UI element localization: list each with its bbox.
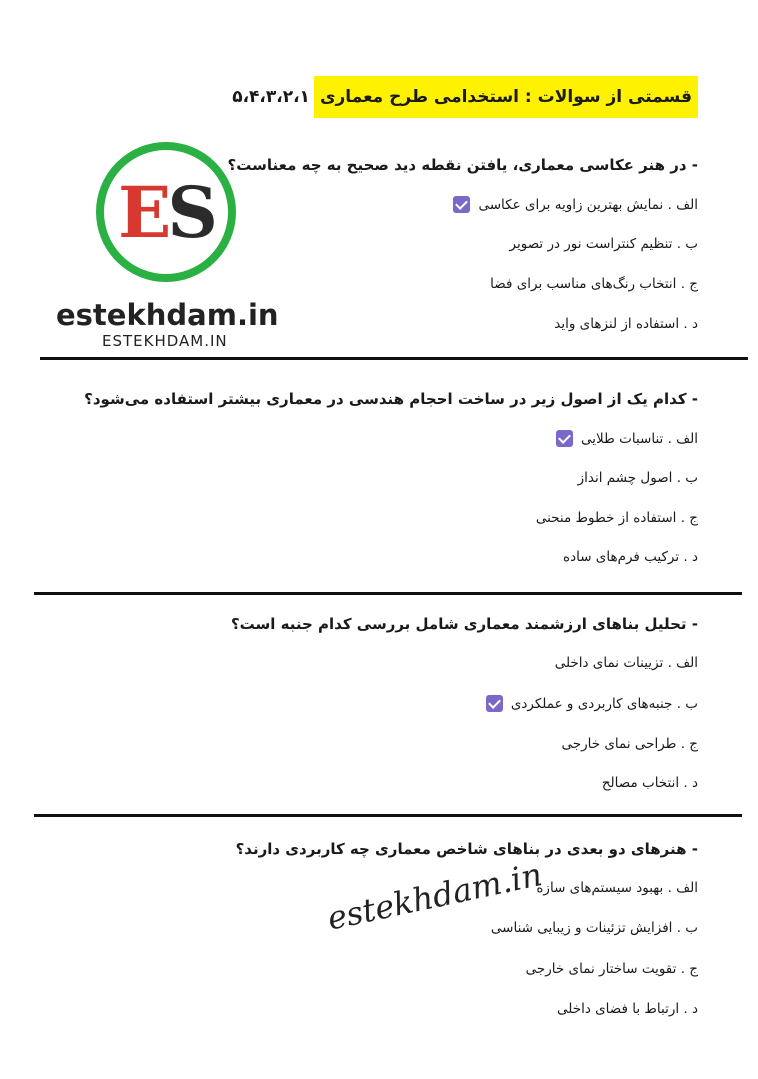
option-label: الف . تناسبات طلایی bbox=[581, 430, 698, 447]
checkmark-icon bbox=[453, 196, 470, 213]
divider bbox=[34, 592, 742, 595]
q2-option-b bbox=[578, 470, 698, 486]
q4-option-a bbox=[536, 880, 698, 896]
question-1: - در هنر عکاسی معماری، یافتن نقطه دید صحیح به چه معناست؟ bbox=[227, 156, 698, 174]
question-3: - تحلیل بناهای ارزشمند معماری شامل بررسی کدام جنبه است؟ bbox=[230, 615, 698, 633]
option-label: ج . استفاده از خطوط منحنی bbox=[535, 510, 698, 526]
option-label: ج . تقویت ساختار نمای خارجی bbox=[525, 961, 698, 977]
q4-option-d bbox=[557, 1001, 698, 1017]
divider bbox=[34, 814, 742, 817]
q1-option-c bbox=[490, 276, 698, 292]
q4-option-c bbox=[526, 961, 698, 977]
logo-letter-s: S bbox=[167, 170, 214, 254]
option-label: ج . طراحی نمای خارجی bbox=[561, 736, 698, 752]
logo-ring bbox=[96, 142, 236, 282]
q2-option-a bbox=[556, 430, 698, 447]
q3-option-a bbox=[555, 655, 698, 671]
q4-option-b bbox=[491, 920, 698, 936]
q3-option-b bbox=[486, 695, 698, 712]
logo-wordmark: estekhdam.in bbox=[56, 298, 279, 332]
option-label: ب . افزایش تزئینات و زیبایی شناسی bbox=[490, 920, 698, 936]
option-label: د . ارتباط با فضای داخلی bbox=[557, 1001, 698, 1017]
watermark: estekhdam.in bbox=[324, 855, 546, 938]
option-label: د . استفاده از لنزهای واید bbox=[554, 316, 698, 332]
option-label: ج . انتخاب رنگ‌های مناسب برای فضا bbox=[490, 276, 698, 292]
option-label: ب . جنبه‌های کاربردی و عملکردی bbox=[510, 695, 698, 712]
q2-option-d bbox=[563, 549, 698, 565]
header-numbers: ۵،۴،۳،۲،۱ bbox=[232, 87, 310, 107]
q1-option-d bbox=[554, 316, 698, 332]
option-label: الف . تزیینات نمای داخلی bbox=[554, 655, 698, 671]
divider bbox=[40, 357, 748, 360]
q3-option-c bbox=[561, 736, 698, 752]
checkmark-icon bbox=[556, 430, 573, 447]
question-4: - هنرهای دو بعدی در بناهای شاخص معماری چه کاربردی دارند؟ bbox=[235, 840, 698, 858]
q3-option-d bbox=[602, 775, 698, 791]
q1-option-a bbox=[453, 196, 698, 213]
header-title: قسمتی از سوالات : استخدامی طرح معماری bbox=[314, 76, 698, 118]
option-label: ب . اصول چشم انداز bbox=[577, 470, 698, 486]
logo-letter-e: E bbox=[118, 170, 168, 254]
q1-option-b bbox=[510, 236, 698, 252]
q2-option-c bbox=[536, 510, 698, 526]
option-label: د . ترکیب فرم‌های ساده bbox=[563, 549, 698, 565]
option-label: ب . تنظیم کنتراست نور در تصویر bbox=[509, 236, 698, 252]
checkmark-icon bbox=[486, 695, 503, 712]
question-2: - کدام یک از اصول زیر در ساخت احجام هندسی در معماری بیشتر استفاده می‌شود؟ bbox=[84, 390, 698, 408]
logo-subtitle: ESTEKHDAM.IN bbox=[102, 332, 228, 350]
option-label: د . انتخاب مصالح bbox=[601, 775, 698, 791]
logo-letters bbox=[118, 171, 214, 254]
page-header bbox=[228, 76, 698, 118]
option-label: الف . بهبود سیستم‌های سازه bbox=[536, 880, 698, 896]
option-label: الف . نمایش بهترین زاویه برای عکاسی bbox=[478, 196, 698, 213]
